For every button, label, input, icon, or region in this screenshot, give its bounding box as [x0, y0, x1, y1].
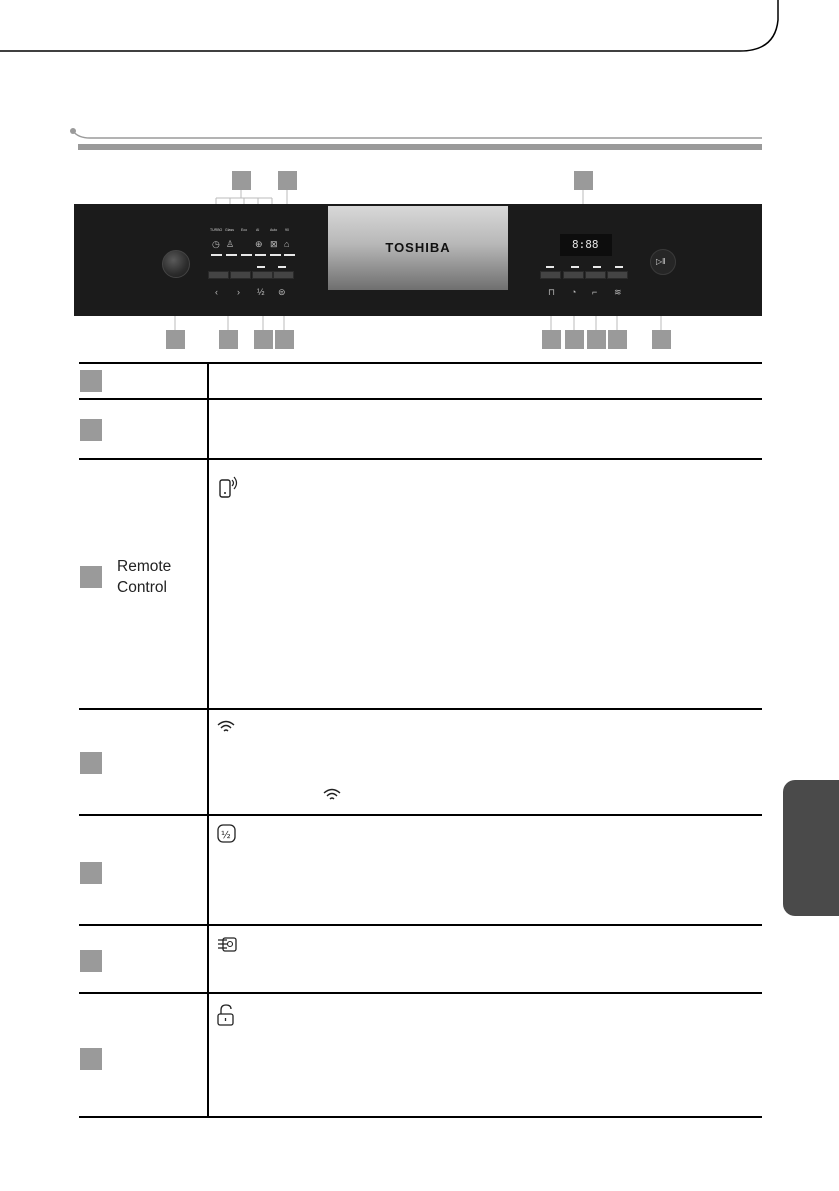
row-number-badge [80, 419, 102, 441]
program-knob[interactable] [162, 250, 190, 278]
program-label: AI [256, 228, 260, 232]
program-led [270, 254, 281, 256]
side-thumb-tab [783, 780, 839, 916]
chevron-left-icon[interactable]: ‹ [215, 287, 218, 297]
child-lock-icon [217, 1004, 235, 1026]
function-led [615, 266, 623, 268]
chevron-right-icon[interactable]: › [237, 287, 240, 297]
row-number-badge [80, 862, 102, 884]
callout-arrows [219, 330, 238, 349]
program-icon: ⌂ [284, 239, 290, 249]
table-row [79, 993, 762, 1117]
table-row [79, 399, 762, 459]
callout-start-pause [652, 330, 671, 349]
row-body-cell [208, 459, 762, 709]
start-pause-button[interactable] [650, 249, 676, 275]
program-icon: ⊕ [255, 239, 263, 249]
row-label-cell [79, 815, 208, 925]
svg-text:½: ½ [221, 830, 231, 841]
function-table [79, 362, 762, 1118]
display-digits: 8:88 [572, 238, 599, 251]
callout-half-load [254, 330, 273, 349]
table-row [79, 709, 762, 815]
wifi-icon: ≋ [614, 287, 622, 297]
callout-knob [166, 330, 185, 349]
function-led [546, 266, 554, 268]
row-body-cell [208, 399, 762, 459]
row-body-cell [208, 925, 762, 993]
callout-auto-open [587, 330, 606, 349]
program-icon: ◷ [212, 239, 220, 249]
program-led [284, 254, 295, 256]
table-row [79, 459, 762, 709]
program-button[interactable] [230, 271, 251, 279]
program-icon: ♙ [226, 239, 235, 249]
program-led [226, 254, 237, 256]
program-button[interactable] [208, 271, 229, 279]
function-led [257, 266, 265, 268]
row-label-cell [79, 399, 208, 459]
play-pause-icon: ▷‖ [656, 257, 666, 266]
row-label-cell [79, 993, 208, 1117]
row-body-cell [208, 815, 762, 925]
program-label: Glass [225, 228, 234, 232]
row-number-badge [80, 566, 102, 588]
table-row [79, 363, 762, 399]
wifi-icon [217, 720, 235, 734]
program-icon: ⊠ [270, 239, 278, 249]
wifi-icon [323, 788, 341, 802]
row-number-badge [80, 752, 102, 774]
remote-control-icon [217, 474, 241, 500]
auto-open-button[interactable] [585, 271, 606, 279]
callout-lock [542, 330, 561, 349]
program-label: 90 [285, 228, 289, 232]
callout-extra-dry [275, 330, 294, 349]
function-led [278, 266, 286, 268]
extra-dry-icon [217, 934, 239, 954]
program-led [255, 254, 266, 256]
lock-button[interactable] [540, 271, 561, 279]
control-panel [74, 204, 762, 316]
extra-dry-button[interactable] [273, 271, 294, 279]
row-label-remote-control: Remote Control [117, 558, 172, 596]
row-label-cell [79, 459, 208, 709]
child-lock-icon: ⊓ [548, 287, 556, 297]
program-led [241, 254, 252, 256]
row-body-cell [208, 363, 762, 399]
row-number-badge [80, 950, 102, 972]
half-load-icon: ½ [257, 287, 265, 297]
program-label: Auto [270, 228, 278, 232]
program-led [211, 254, 222, 256]
delay-icon: ◔ [571, 287, 577, 297]
extra-dry-icon: ⊜ [278, 287, 286, 297]
row-label-cell [79, 709, 208, 815]
callout-delay [565, 330, 584, 349]
brand-logo: TOSHIBA [385, 240, 451, 255]
row-number-badge [80, 1048, 102, 1070]
wifi-button[interactable] [607, 271, 628, 279]
delay-button[interactable] [563, 271, 584, 279]
table-row [79, 815, 762, 925]
half-load-icon [217, 824, 237, 844]
row-body-cell [208, 709, 762, 815]
table-row [79, 925, 762, 993]
row-label-cell [79, 925, 208, 993]
auto-open-icon: ⌐ [592, 287, 598, 297]
callout-wifi [608, 330, 627, 349]
half-load-button[interactable] [252, 271, 273, 279]
function-led [571, 266, 579, 268]
program-label: TURBO [210, 228, 223, 232]
row-body-cell [208, 993, 762, 1117]
row-number-badge [80, 370, 102, 392]
row-label-cell [79, 363, 208, 399]
program-label: Eco [241, 228, 248, 232]
time-display [560, 234, 612, 256]
display-window [328, 206, 508, 290]
function-led [593, 266, 601, 268]
